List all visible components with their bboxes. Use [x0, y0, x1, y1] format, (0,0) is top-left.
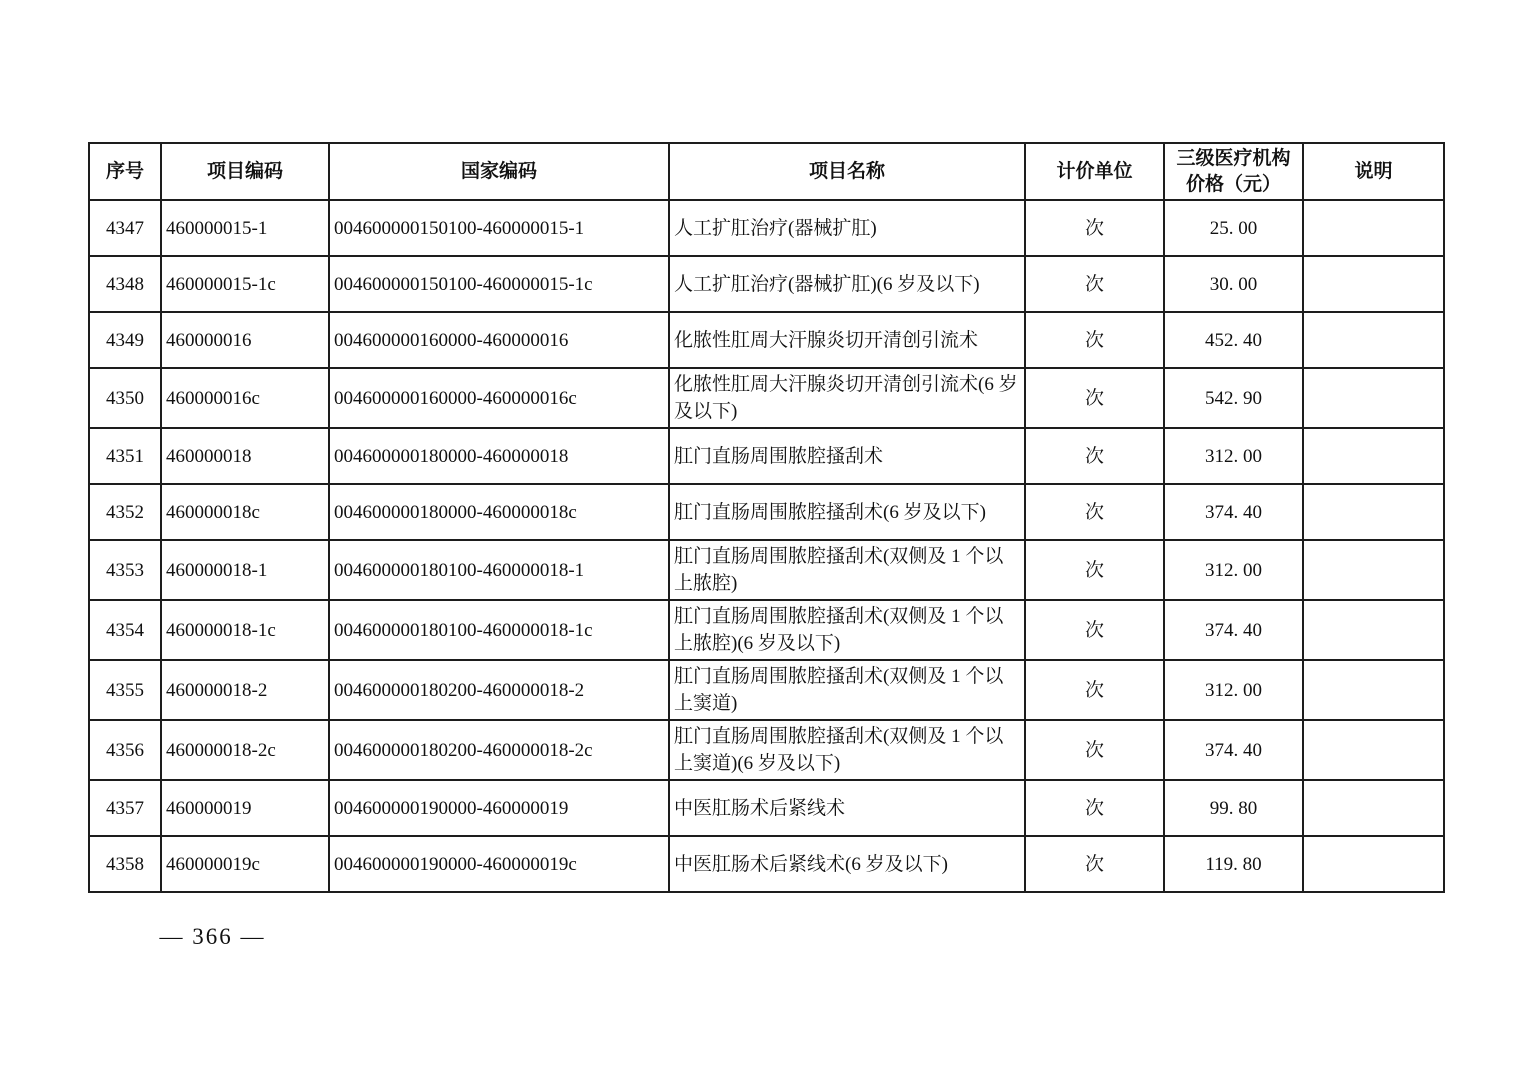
- item-name-cell: 肛门直肠周围脓腔搔刮术(双侧及 1 个以上窦道)(6 岁及以下): [669, 720, 1025, 780]
- table-row: [89, 256, 1444, 312]
- price-cell: 452. 40: [1164, 312, 1303, 368]
- header-price-line2: 价格（元）: [1185, 173, 1281, 195]
- table-row: [89, 600, 1444, 660]
- note-cell: [1303, 540, 1444, 600]
- price-cell: 312. 00: [1164, 428, 1303, 484]
- item-name-cell: 中医肛肠术后紧线术(6 岁及以下): [669, 836, 1025, 892]
- item-name-cell: 肛门直肠周围脓腔搔刮术(双侧及 1 个以上脓腔)(6 岁及以下): [669, 600, 1025, 660]
- item-name-cell: 肛门直肠周围脓腔搔刮术: [669, 428, 1025, 484]
- national-code-cell: 004600000180000-460000018c: [329, 484, 669, 540]
- seq-cell: 4353: [89, 540, 161, 600]
- national-code-cell: 004600000150100-460000015-1c: [329, 256, 669, 312]
- note-cell: [1303, 836, 1444, 892]
- price-cell: 312. 00: [1164, 540, 1303, 600]
- unit-cell: 次: [1025, 540, 1164, 600]
- national-code-cell: 004600000190000-460000019c: [329, 836, 669, 892]
- price-cell: 25. 00: [1164, 200, 1303, 256]
- note-cell: [1303, 600, 1444, 660]
- item-code-cell: 460000019c: [161, 836, 329, 892]
- seq-cell: 4357: [89, 780, 161, 836]
- seq-cell: 4355: [89, 660, 161, 720]
- note-cell: [1303, 200, 1444, 256]
- price-cell: 312. 00: [1164, 660, 1303, 720]
- price-cell: 374. 40: [1164, 600, 1303, 660]
- page-number: — 366 —: [159, 924, 266, 949]
- note-cell: [1303, 660, 1444, 720]
- table-row: [89, 836, 1444, 892]
- unit-cell: 次: [1025, 368, 1164, 428]
- seq-cell: 4348: [89, 256, 161, 312]
- table-row: [89, 660, 1444, 720]
- table-row: [89, 200, 1444, 256]
- table-body: [89, 200, 1444, 892]
- header-unit: 计价单位: [1025, 143, 1164, 200]
- item-code-cell: 460000018-2: [161, 660, 329, 720]
- item-name-cell: 人工扩肛治疗(器械扩肛)(6 岁及以下): [669, 256, 1025, 312]
- table-row: [89, 484, 1444, 540]
- header-seq: 序号: [89, 143, 161, 200]
- unit-cell: 次: [1025, 836, 1164, 892]
- seq-cell: 4354: [89, 600, 161, 660]
- national-code-cell: 004600000180200-460000018-2c: [329, 720, 669, 780]
- item-code-cell: 460000015-1: [161, 200, 329, 256]
- national-code-cell: 004600000180200-460000018-2: [329, 660, 669, 720]
- item-code-cell: 460000016: [161, 312, 329, 368]
- table-row: [89, 720, 1444, 780]
- item-name-cell: 中医肛肠术后紧线术: [669, 780, 1025, 836]
- unit-cell: 次: [1025, 312, 1164, 368]
- seq-cell: 4349: [89, 312, 161, 368]
- seq-cell: 4347: [89, 200, 161, 256]
- price-cell: 30. 00: [1164, 256, 1303, 312]
- header-price: [1164, 143, 1303, 200]
- item-code-cell: 460000019: [161, 780, 329, 836]
- unit-cell: 次: [1025, 720, 1164, 780]
- item-name-cell: 化脓性肛周大汗腺炎切开清创引流术(6 岁及以下): [669, 368, 1025, 428]
- header-item-name: 项目名称: [669, 143, 1025, 200]
- price-cell: 374. 40: [1164, 484, 1303, 540]
- table-row: [89, 428, 1444, 484]
- national-code-cell: 004600000180100-460000018-1: [329, 540, 669, 600]
- table-row: [89, 368, 1444, 428]
- note-cell: [1303, 312, 1444, 368]
- unit-cell: 次: [1025, 484, 1164, 540]
- note-cell: [1303, 780, 1444, 836]
- unit-cell: 次: [1025, 428, 1164, 484]
- table-header: [89, 143, 1444, 200]
- header-note: 说明: [1303, 143, 1444, 200]
- note-cell: [1303, 368, 1444, 428]
- unit-cell: 次: [1025, 600, 1164, 660]
- price-cell: 374. 40: [1164, 720, 1303, 780]
- item-name-cell: 肛门直肠周围脓腔搔刮术(6 岁及以下): [669, 484, 1025, 540]
- item-code-cell: 460000018-2c: [161, 720, 329, 780]
- note-cell: [1303, 484, 1444, 540]
- price-cell: 542. 90: [1164, 368, 1303, 428]
- seq-cell: 4356: [89, 720, 161, 780]
- table-row: [89, 312, 1444, 368]
- seq-cell: 4351: [89, 428, 161, 484]
- national-code-cell: 004600000160000-460000016c: [329, 368, 669, 428]
- national-code-cell: 004600000160000-460000016: [329, 312, 669, 368]
- unit-cell: 次: [1025, 200, 1164, 256]
- item-code-cell: 460000016c: [161, 368, 329, 428]
- item-code-cell: 460000018-1: [161, 540, 329, 600]
- header-item-code: 项目编码: [161, 143, 329, 200]
- item-code-cell: 460000018-1c: [161, 600, 329, 660]
- seq-cell: 4350: [89, 368, 161, 428]
- national-code-cell: 004600000190000-460000019: [329, 780, 669, 836]
- table-row: [89, 780, 1444, 836]
- item-code-cell: 460000018: [161, 428, 329, 484]
- item-code-cell: 460000015-1c: [161, 256, 329, 312]
- national-code-cell: 004600000150100-460000015-1: [329, 200, 669, 256]
- unit-cell: 次: [1025, 256, 1164, 312]
- table-row: [89, 540, 1444, 600]
- note-cell: [1303, 256, 1444, 312]
- header-price-line1: 三级医疗机构: [1176, 147, 1291, 169]
- price-table: [88, 142, 1445, 893]
- price-cell: 119. 80: [1164, 836, 1303, 892]
- seq-cell: 4358: [89, 836, 161, 892]
- national-code-cell: 004600000180100-460000018-1c: [329, 600, 669, 660]
- item-name-cell: 肛门直肠周围脓腔搔刮术(双侧及 1 个以上窦道): [669, 660, 1025, 720]
- item-name-cell: 肛门直肠周围脓腔搔刮术(双侧及 1 个以上脓腔): [669, 540, 1025, 600]
- table-header-row: [89, 143, 1444, 200]
- unit-cell: 次: [1025, 780, 1164, 836]
- national-code-cell: 004600000180000-460000018: [329, 428, 669, 484]
- item-code-cell: 460000018c: [161, 484, 329, 540]
- header-national-code: 国家编码: [329, 143, 669, 200]
- item-name-cell: 人工扩肛治疗(器械扩肛): [669, 200, 1025, 256]
- note-cell: [1303, 720, 1444, 780]
- item-name-cell: 化脓性肛周大汗腺炎切开清创引流术: [669, 312, 1025, 368]
- price-cell: 99. 80: [1164, 780, 1303, 836]
- note-cell: [1303, 428, 1444, 484]
- unit-cell: 次: [1025, 660, 1164, 720]
- seq-cell: 4352: [89, 484, 161, 540]
